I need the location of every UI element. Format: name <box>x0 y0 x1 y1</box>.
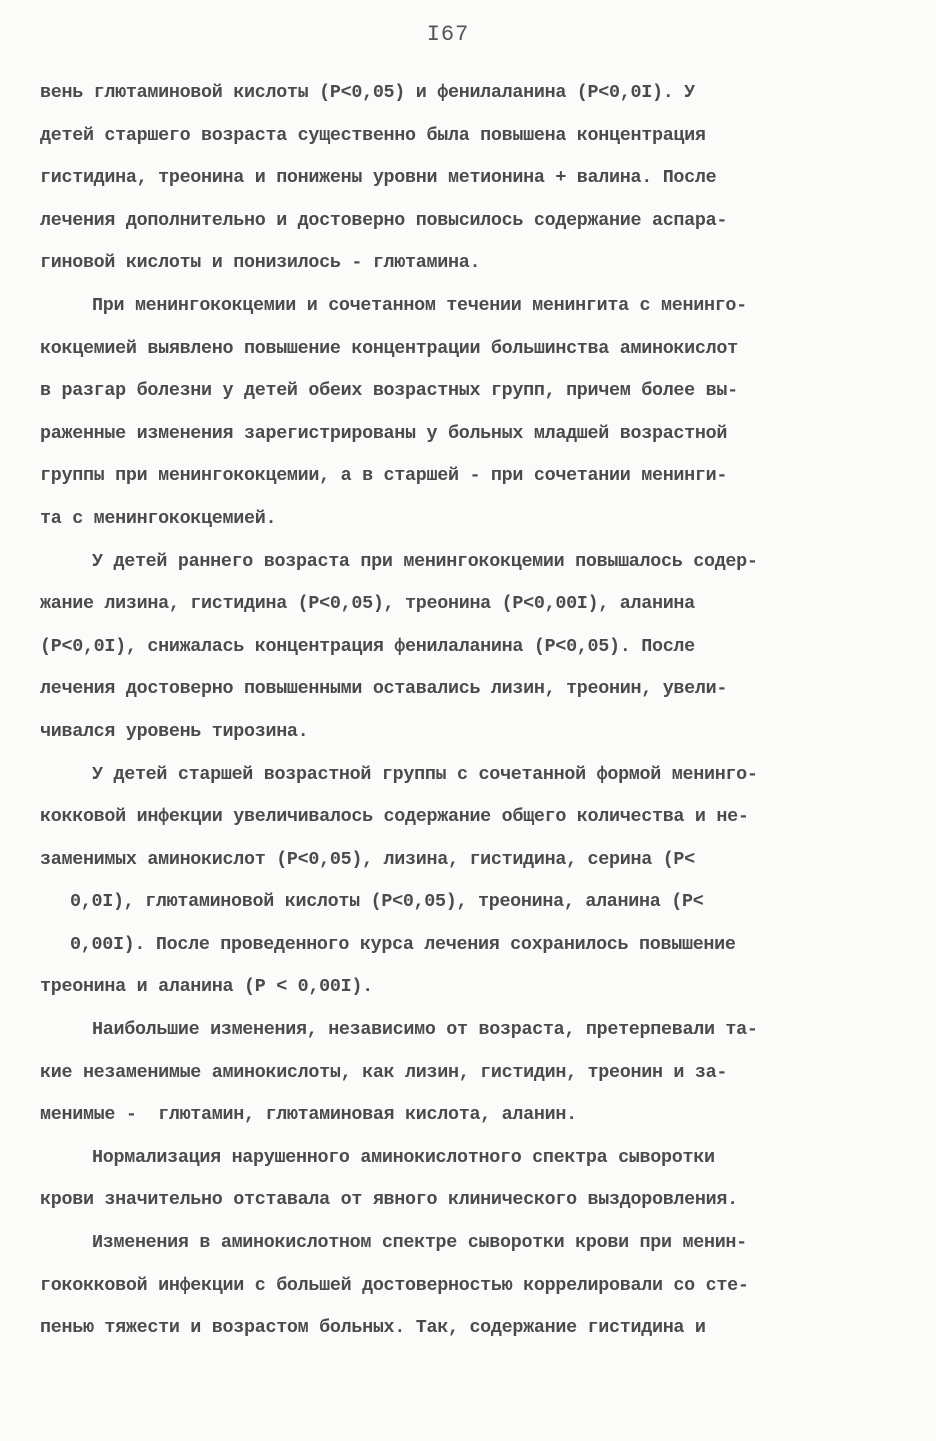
text-line: детей старшего возраста существенно была повышена концентрация <box>40 124 706 146</box>
text-line: та с менингококцемией. <box>40 507 277 529</box>
text-line: кие незаменимые аминокислоты, как лизин, гистидин, треонин и за- <box>40 1061 728 1083</box>
text-line: кокковой инфекции увеличивалось содержание общего количества и не- <box>40 806 749 828</box>
text-line: в разгар болезни у детей обеих возрастных групп, причем более вы- <box>40 380 738 402</box>
text-line: У детей раннего возраста при менингококцемии повышалось содер- <box>92 550 758 572</box>
text-line: раженные изменения зарегистрированы у больных младшей возрастной <box>40 422 728 444</box>
text-line: У детей старшей возрастной группы с сочетанной формой менинго- <box>92 763 758 785</box>
text-line: гиновой кислоты и понизилось - глютамина. <box>40 252 481 274</box>
text-line: кокцемией выявлено повышение концентрации большинства аминокислот <box>40 337 738 359</box>
text-line: треонина и аланина (Р < 0,00I). <box>40 976 373 998</box>
text-line: пенью тяжести и возрастом больных. Так, содержание гистидина и <box>40 1317 706 1339</box>
text-line: Наибольшие изменения, независимо от возраста, претерпевали та- <box>92 1019 758 1041</box>
text-line: лечения дополнительно и достоверно повысилось содержание аспара- <box>40 209 728 231</box>
text-line: гистидина, треонина и понижены уровни метионина + валина. После <box>40 167 717 189</box>
text-line: гококковой инфекции с большей достоверностью коррелировали со сте- <box>40 1274 749 1296</box>
text-line: 0,0I), глютаминовой кислоты (Р<0,05), треонина, аланина (Р< <box>70 891 704 913</box>
text-line: крови значительно отставала от явного клинического выздоровления. <box>40 1189 738 1211</box>
text-line: группы при менингококцемии, а в старшей - при сочетании менинги- <box>40 465 728 487</box>
text-line: заменимых аминокислот (Р<0,05), лизина, гистидина, серина (Р< <box>40 848 695 870</box>
text-line: чивался уровень тирозина. <box>40 720 309 742</box>
text-line: (Р<0,0I), снижалась концентрация фенилаланина (Р<0,05). После <box>40 635 695 657</box>
page-number: I67 <box>426 22 470 47</box>
text-line: жание лизина, гистидина (Р<0,05), треонина (Р<0,00I), аланина <box>40 593 695 615</box>
text-line: менимые - глютамин, глютаминовая кислота, аланин. <box>40 1104 577 1126</box>
text-line: Изменения в аминокислотном спектре сыворотки крови при менин- <box>92 1232 747 1254</box>
text-line: лечения достоверно повышенными оставались лизин, треонин, увели- <box>40 678 728 700</box>
text-line: 0,00I). После проведенного курса лечения сохранилось повышение <box>70 933 736 955</box>
text-line: Нормализация нарушенного аминокислотного спектра сыворотки <box>92 1146 715 1168</box>
text-body <box>40 72 890 1350</box>
text-line: При менингококцемии и сочетанном течении менингита с менинго- <box>92 294 747 316</box>
text-line: вень глютаминовой кислоты (Р<0,05) и фенилаланина (Р<0,0I). У <box>40 82 695 103</box>
